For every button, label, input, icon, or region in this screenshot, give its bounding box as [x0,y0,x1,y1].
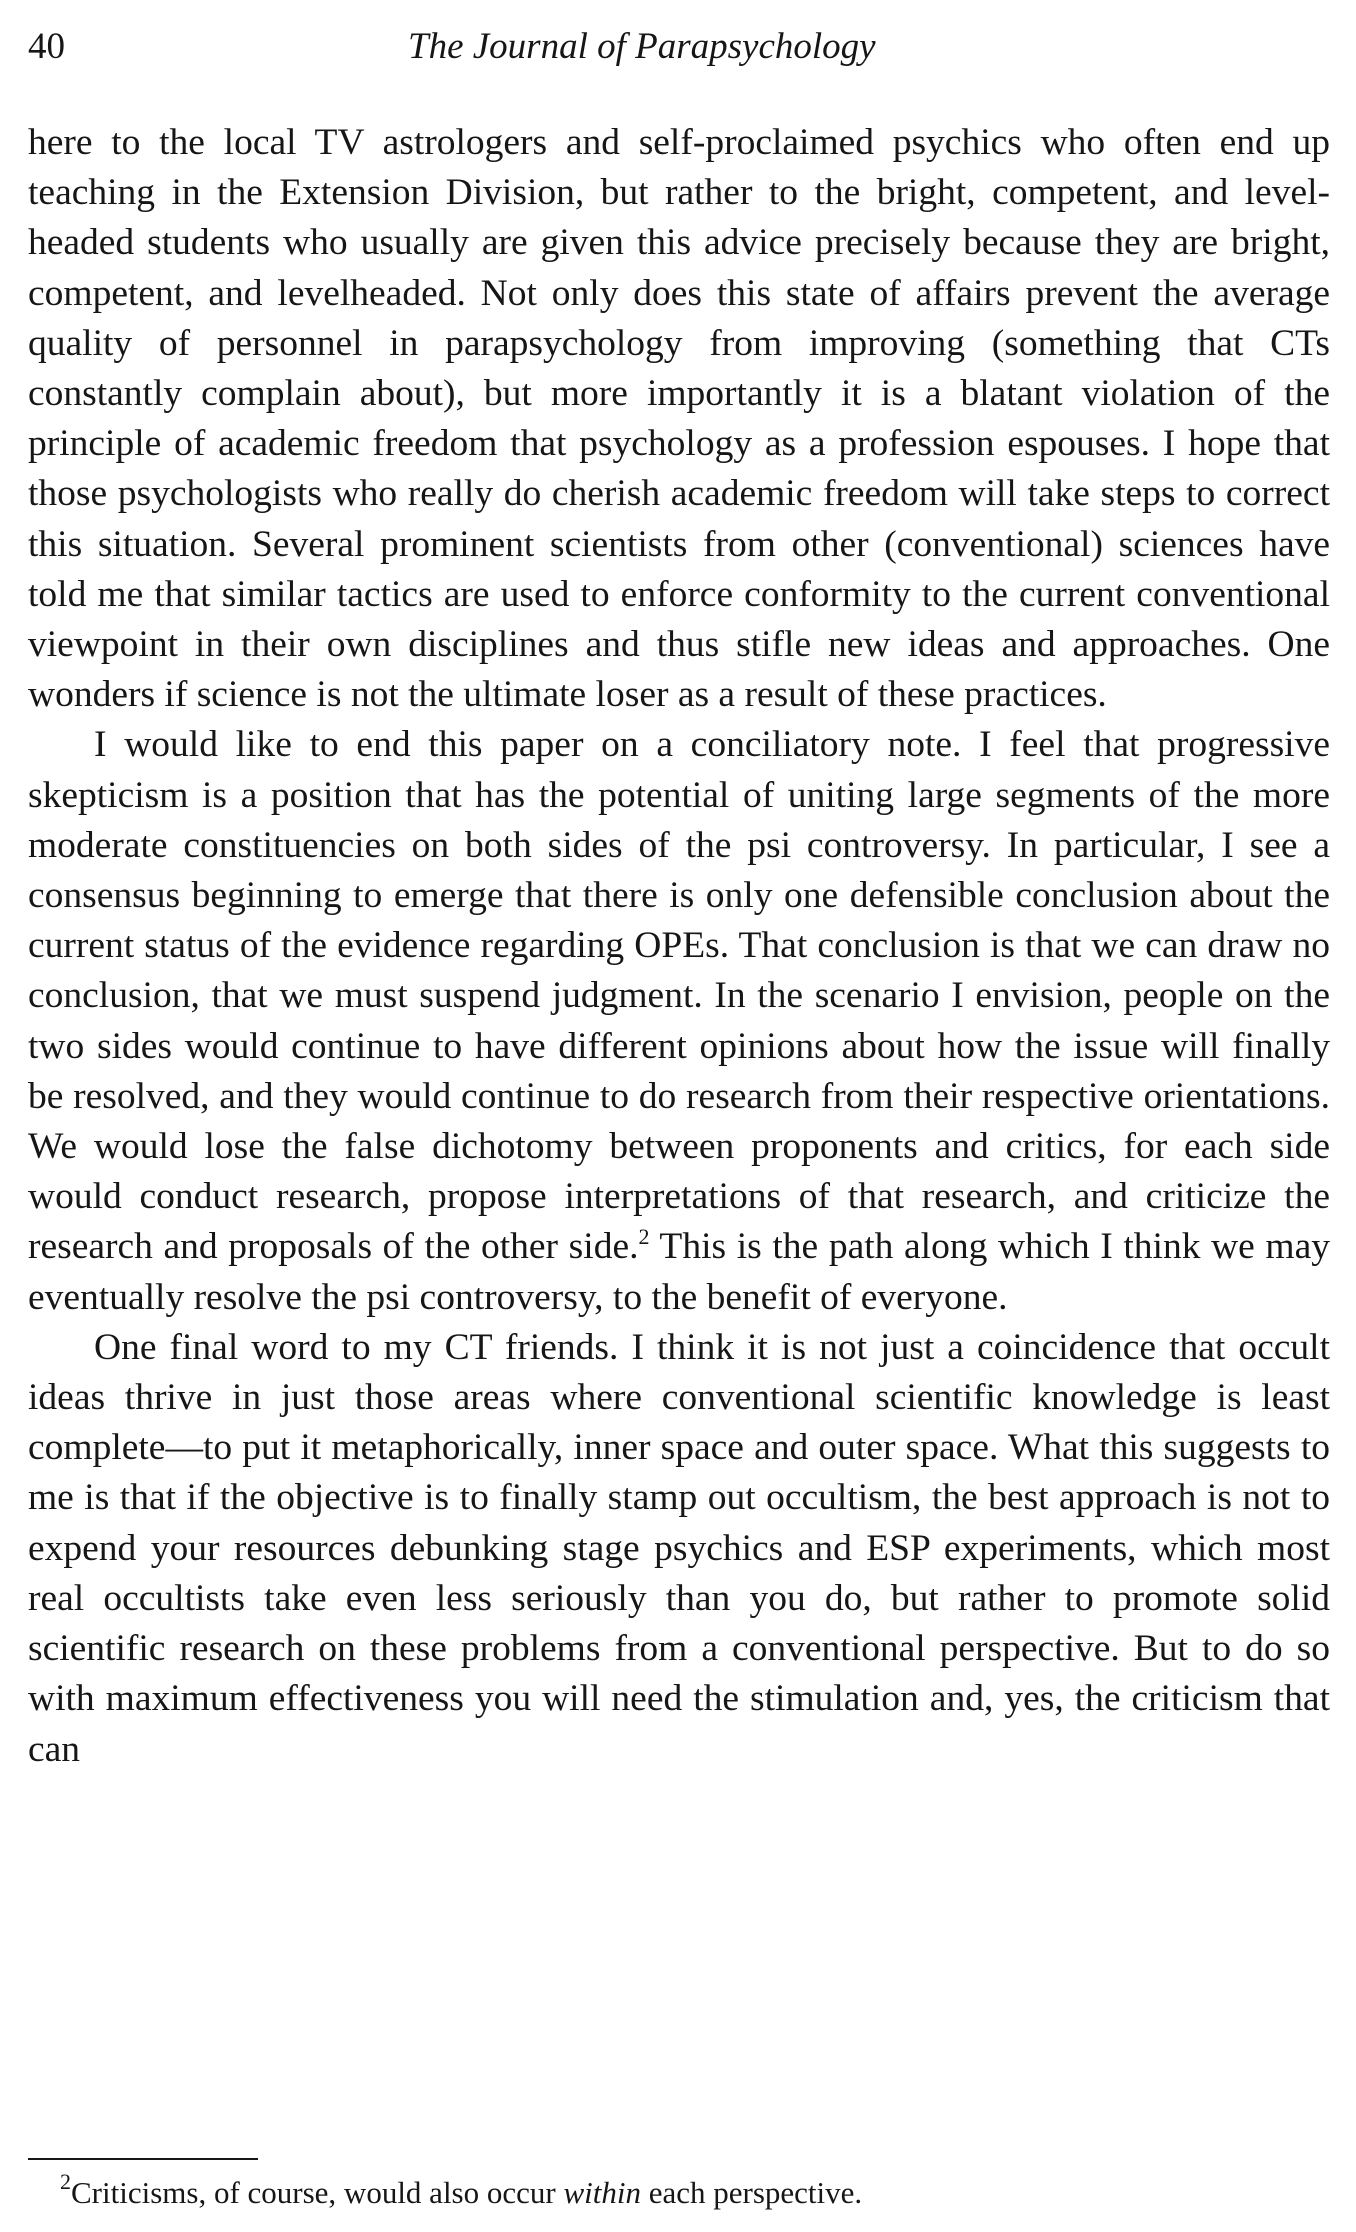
footnote-marker: 2 [60,2169,71,2194]
paragraph-conciliatory-note [28,720,1330,1322]
document-page [28,0,1330,2232]
footnote-emphasis: within [563,2175,641,2210]
footnote-divider [28,2158,258,2160]
running-head [28,22,1330,72]
footnote [60,2169,1330,2214]
page-number: 40 [28,26,65,67]
footnote-text: Criticisms, of course, would also occur [71,2175,564,2210]
body-text [28,118,1330,1775]
paragraph-academic-freedom: here to the local TV astrologers and self-proclaimed psychics who often end up teaching in the Extension Division, but rather to the bright, competent, and level-headed students who usually are given this advice precisely because they are bright, competent, and levelheaded. Not only does this state of affairs prevent the average quality of personnel in parapsychology from improving (something that CTs constantly complain about), but more importantly it is a blatant violation of the principle of academic freedom that psychology as a profession espouses. I hope that those psychologists who really do cherish academic freedom will take steps to correct this situation. Several prominent scientists from other (conventional) sciences have told me that similar tactics are used to enforce conformity to the current conventional viewpoint in their own disciplines and thus stifle new ideas and approaches. One wonders if science is not the ultimate loser as a result of these practices. [28,122,1330,716]
journal-title: The Journal of Parapsychology [408,26,876,67]
paragraph-final-word: One final word to my CT friends. I think it is not just a coincidence that occult ideas thrive in just those areas where conventional scientific knowledge is least complete—to put it metaphorically, inner space and outer space. What this suggests to me is that if the objective is to finally stamp out occultism, the best approach is not to expend your resources debunking stage psychics and ESP experiments, which most real occultists take even less seriously than you do, but rather to promote solid scientific research on these problems from a conventional perspective. But to do so with maximum effectiveness you will need the stimulation and, yes, the criticism that can [28,1326,1330,1770]
footnote-reference: 2 [638,1224,650,1250]
paragraph-conciliatory-continuation: This is the path along which I think we may eventually resolve the psi controversy, to the benefit of everyone. [28,1226,1330,1318]
paragraph-conciliatory-text: I would like to end this paper on a conciliatory note. I feel that progressive skepticism is a position that has the potential of uniting large segments of the more moderate constituencies on both sides of the psi controversy. In particular, I see a consensus beginning to emerge that there is only one defensible conclusion about the current status of the evidence regarding OPEs. That conclusion is that we can draw no conclusion, that we must suspend judgment. In the scenario I envision, people on the two sides would continue to have different opinions about how the issue will finally be resolved, and they would continue to do research from their respective orientations. We would lose the false dichotomy between proponents and critics, for each side would conduct research, propose interpretations of that research, and criticize the research and proposals of the other side. [28,724,1330,1268]
footnote-text-end: each perspective. [640,2175,863,2210]
